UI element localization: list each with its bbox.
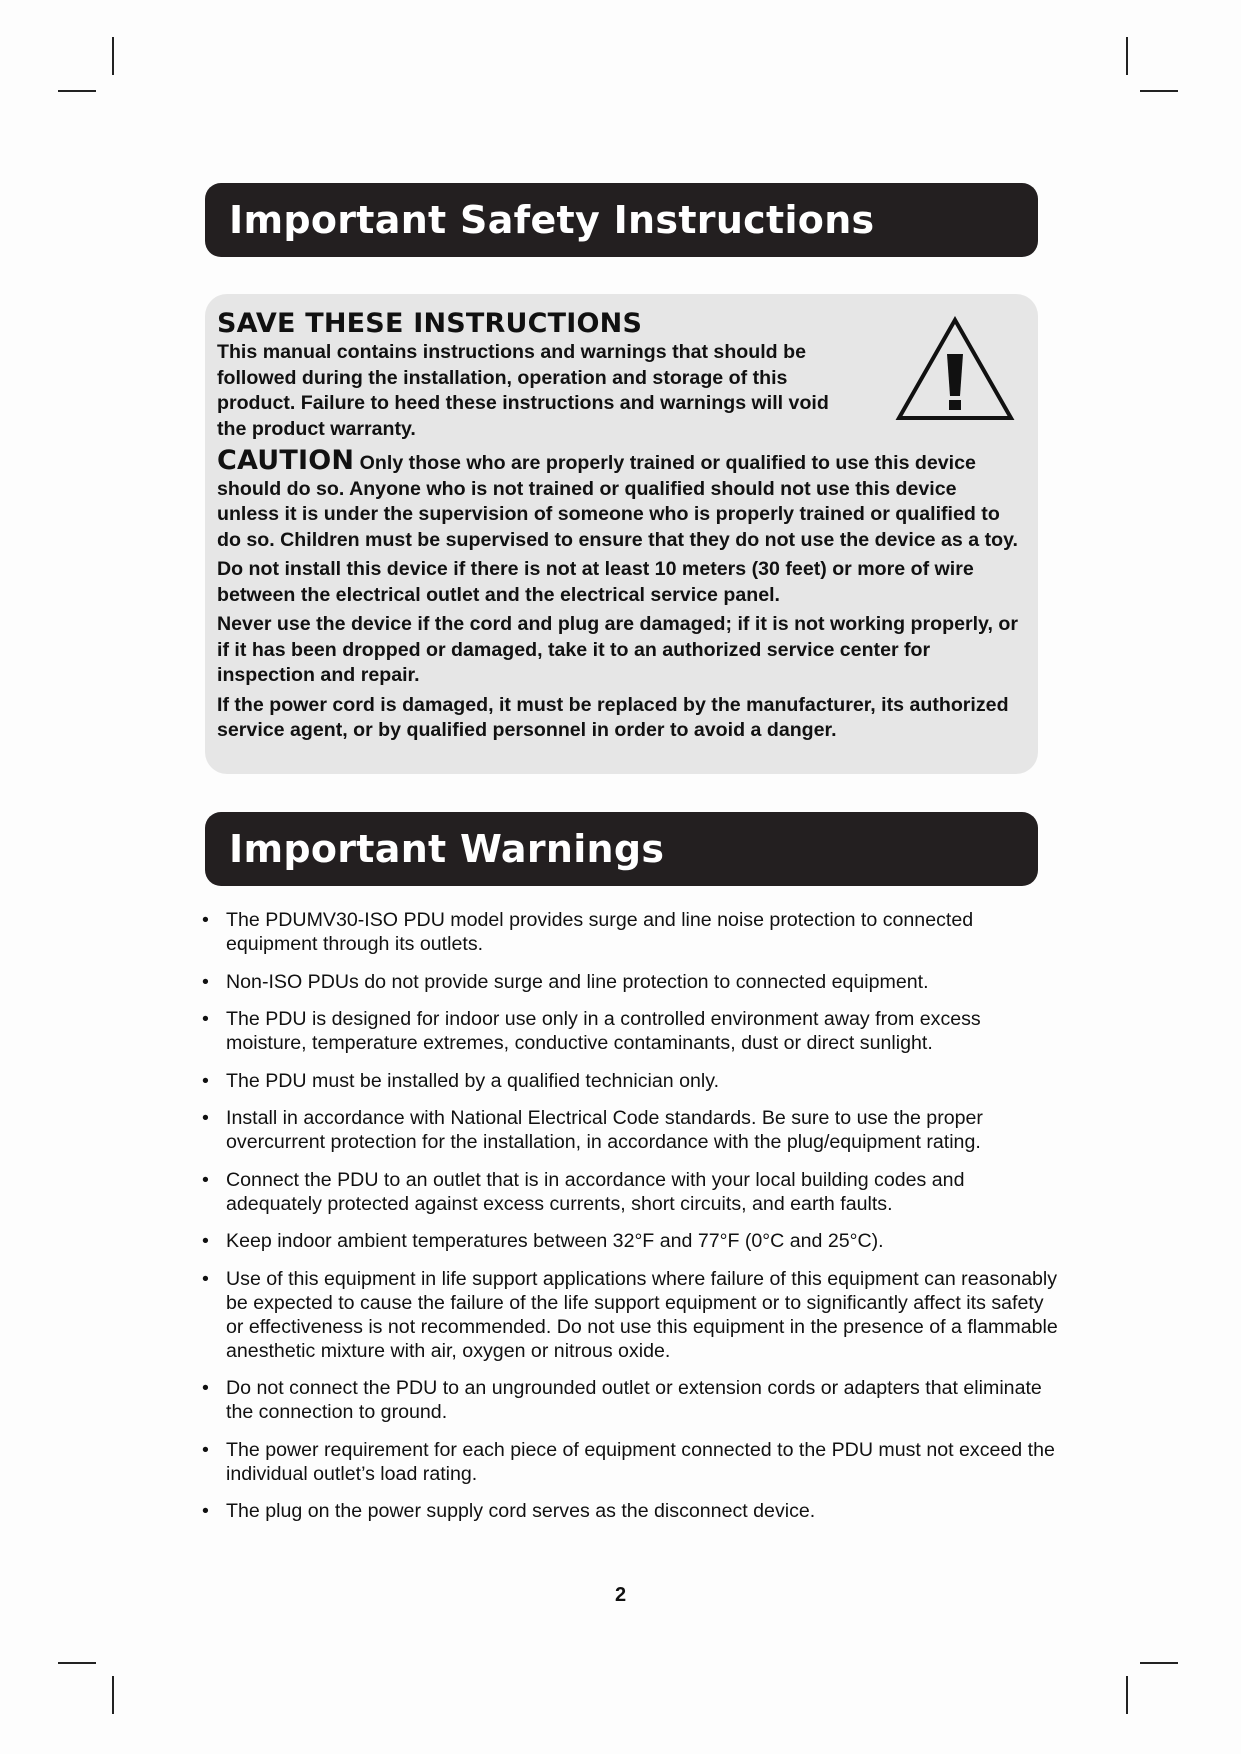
bullet-icon: •: [202, 970, 209, 993]
bullet-icon: •: [202, 1069, 209, 1092]
safety-header-bar: [205, 183, 1038, 257]
bullet-icon: •: [202, 1500, 209, 1522]
box-paragraph: If the power cord is damaged, it must be replaced by the manufacturer, its authorized service agent, or by qualified personnel in order to avoid a danger.: [217, 693, 1009, 741]
list-item: • Connect the PDU to an outlet that is in accordance with your local building codes and adequately protected against excess currents, short circuits, and earth faults.: [202, 1168, 965, 1215]
crop-mark: [1126, 37, 1128, 75]
safety-header-title: Important Safety Instructions: [229, 198, 875, 242]
crop-mark: [112, 37, 114, 75]
list-item: • Do not connect the PDU to an ungrounded outlet or extension cords or adapters that eliminate the connection to ground.: [202, 1377, 1042, 1423]
list-item: • Non-ISO PDUs do not provide surge and line protection to connected equipment.: [202, 970, 929, 993]
warnings-header-bar: [205, 812, 1038, 886]
list-item: • Keep indoor ambient temperatures between 32°F and 77°F (0°C and 25°C).: [202, 1230, 884, 1252]
bullet-icon: •: [202, 1267, 209, 1290]
warnings-list: [202, 908, 1062, 1537]
crop-mark: [1140, 90, 1178, 92]
warning-triangle-icon: [895, 316, 1015, 422]
crop-mark: [112, 1676, 114, 1714]
box-paragraph: Do not install this device if there is not at least 10 meters (30 feet) or more of wire between the electrical outlet and the electrical service panel.: [217, 558, 974, 606]
caution-paragraph: [217, 445, 1020, 553]
bullet-icon: •: [202, 1008, 209, 1030]
list-item: • Use of this equipment in life support applications where failure of this equipment can reasonably be expected to cause the failure of the life support equipment or to significantly affect its safety or effectiveness is not recommended. Do not use this equipment in the presence of a flammable anesthetic mixture with air, oxygen or nitrous oxide.: [202, 1267, 1058, 1362]
list-item: • The PDU must be installed by a qualified technician only.: [202, 1069, 720, 1092]
intro-paragraph: This manual contains instructions and warnings that should be followed during the installation, operation and storage of this product. Failure to heed these instructions and warnings will void the product warranty.: [217, 341, 829, 440]
list-item: • The plug on the power supply cord serves as the disconnect device.: [202, 1500, 816, 1522]
bullet-icon: •: [202, 1107, 209, 1129]
save-instructions-title: SAVE THESE INSTRUCTIONS: [217, 308, 643, 339]
safety-instructions-box: [205, 294, 1038, 774]
bullet-icon: •: [202, 1438, 209, 1461]
crop-mark: [1140, 1662, 1178, 1664]
list-item: • The PDU is designed for indoor use only in a controlled environment away from excess moisture, temperature extremes, conductive contaminants, dust or direct sunlight.: [202, 1008, 981, 1054]
caution-text: Only those who are properly trained or qualified to use this device should do so. Anyone who is not trained or qualified should not use this device unless it is under the supervision of someone who is properly trained or qualified to do so. Children must be supervised to ensure that they do not use the device as a toy.: [217, 452, 1018, 551]
bullet-icon: •: [202, 1377, 209, 1399]
warnings-header-title: Important Warnings: [229, 827, 665, 871]
crop-mark: [1126, 1676, 1128, 1714]
box-paragraph: Never use the device if the cord and plug are damaged; if it is not working properly, or if it has been dropped or damaged, take it to an authorized service center for inspection and repair.: [217, 613, 1018, 686]
caution-label: CAUTION: [217, 445, 355, 476]
crop-mark: [58, 1662, 96, 1664]
list-item: • The power requirement for each piece of equipment connected to the PDU must not exceed the individual outlet’s load rating.: [202, 1438, 1055, 1485]
page-number: 2: [614, 1584, 627, 1606]
crop-mark: [58, 90, 96, 92]
bullet-icon: •: [202, 1230, 209, 1252]
list-item: • Install in accordance with National Electrical Code standards. Be sure to use the proper overcurrent protection for the installation, in accordance with the plug/equipment rating.: [202, 1107, 983, 1153]
bullet-icon: •: [202, 909, 209, 931]
bullet-icon: •: [202, 1168, 209, 1191]
list-item: • The PDUMV30-ISO PDU model provides surge and line noise protection to connected equipment through its outlets.: [202, 909, 974, 955]
